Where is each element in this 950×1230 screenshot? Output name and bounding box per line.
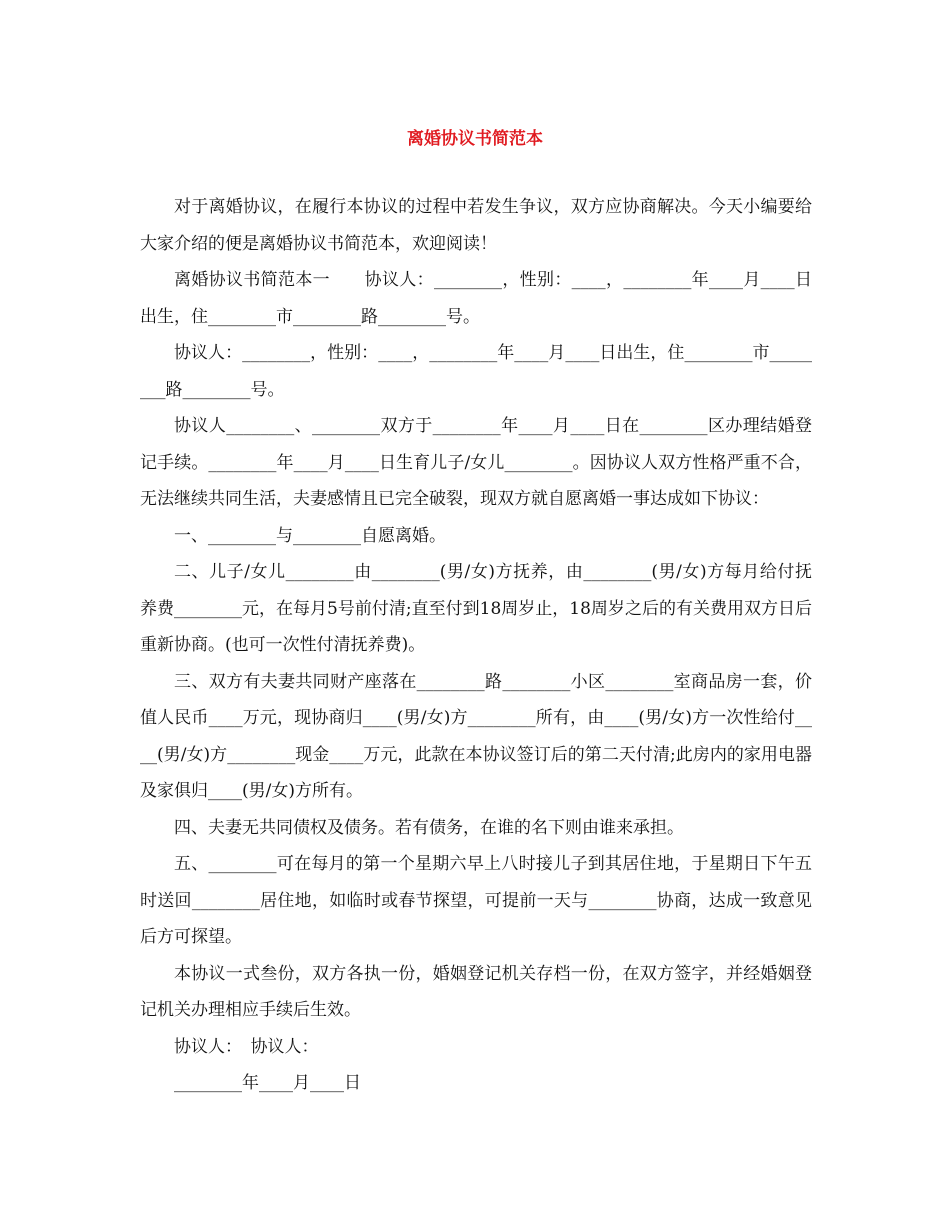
document-body (140, 189, 812, 1102)
intro-paragraph: 对于离婚协议，在履行本协议的过程中若发生争议，双方应协商解决。今天小编要给大家介绍的便是离婚协议书简范本，欢迎阅读！ (140, 197, 812, 254)
marriage-background-paragraph: 协议人________、________双方于________年____月____日在________区办理结婚登记手续。________年____月____日生育儿子/女儿________。因协议人双方性格严重不合，无法继续共同生活，夫妻感情且已完全破裂，现双方就自愿离婚一事达成如下协议： (140, 416, 812, 509)
date-line: ________年____月____日 (174, 1073, 361, 1093)
clause-three: 三、双方有夫妻共同财产座落在________路________小区________室商品房一套，价值人民币____万元，现协商归____(男/女)方________所有，由____(男/女)方一次性给付____(男/女)方________现金____万元，此款在本协议签订后的第二天付清;此房内的家用电器及家俱归____(男/女)方所有。 (140, 671, 812, 801)
party-one-paragraph: 离婚协议书简范本一 协议人：________，性别：____，________年____月____日出生，住________市________路________号。 (140, 270, 812, 327)
clause-one: 一、________与________自愿离婚。 (174, 525, 446, 546)
signature-line: 协议人： 协议人： (174, 1036, 319, 1057)
clause-four: 四、夫妻无共同债权及债务。若有债务，在谁的名下则由谁来承担。 (174, 817, 684, 838)
clause-two: 二、儿子/女儿________由________(男/女)方抚养，由________(男/女)方每月给付抚养费________元，在每月5号前付清;直至付到18周岁止，18周岁之后的有关费用双方日后重新协商。(也可一次性付清抚养费)。 (140, 562, 812, 655)
document-title: 离婚协议书简范本 (407, 129, 543, 149)
party-two-paragraph: 协议人：________，性别：____，________年____月____日出生，住________市________路________号。 (140, 343, 812, 400)
effectiveness-paragraph: 本协议一式叁份，双方各执一份，婚姻登记机关存档一份，在双方签字，并经婚姻登记机关办理相应手续后生效。 (140, 963, 812, 1020)
clause-five: 五、________可在每月的第一个星期六早上八时接儿子到其居住地，于星期日下午五时送回________居住地，如临时或春节探望，可提前一天与________协商，达成一致意见后方可探望。 (140, 854, 812, 947)
